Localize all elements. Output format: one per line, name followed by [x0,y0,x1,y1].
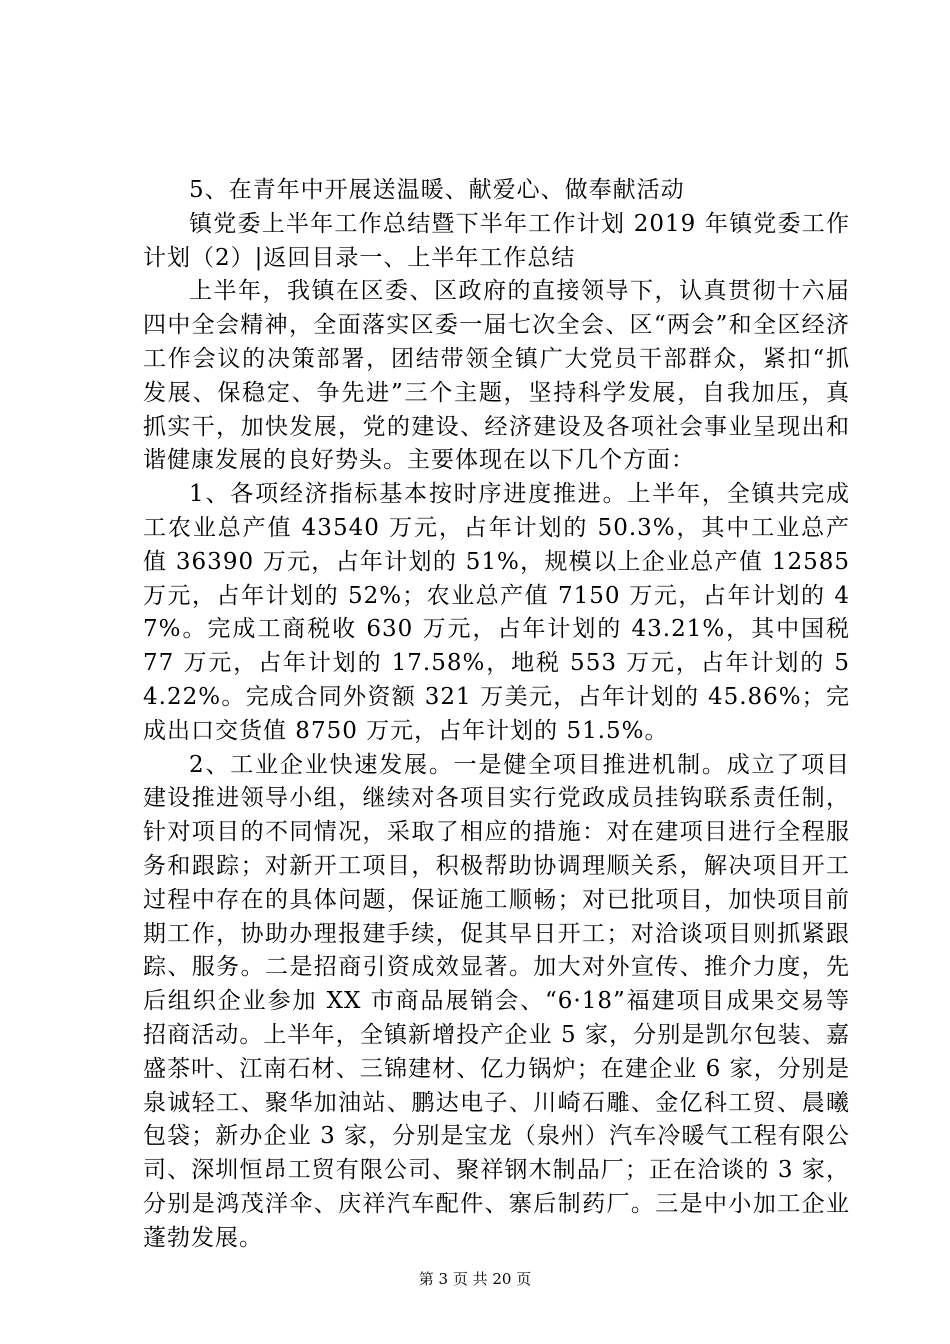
paragraph-activity-item: 5、在青年中开展送温暖、献爱心、做奉献活动 [189,177,685,203]
paragraph-economic-indicators: 1、各项经济指标基本按时序进度推进。上半年，全镇共完成工农业总产值 43540 万元，占年计划的 50.3%，其中工业总产值 36390 万元，占年计划的 51%，规模以上企业总产值 12585 万元，占年计划的 52%；农业总产值 7150 万元，占年计划的 47%。完成工商税收 630 万元，占年计划的 43.21%，其中国税 77 万元，占年计划的 17.58%，地税 553 万元，占年计划的 54.22%。完成合同外资额 321 万美元，占年计划的 45.86%；完成出口交货值 8750 万元，占年计划的 51.5%。 [143,481,850,744]
paragraph-intro: 上半年，我镇在区委、区政府的直接领导下，认真贯彻十六届四中全会精神，全面落实区委一届七次全会、区“两会”和全区经济工作会议的决策部署，团结带领全镇广大党员干部群众，紧扣“抓发展、保稳定、争先进”三个主题，坚持科学发展，自我加压，真抓实干，加快发展，党的建设、经济建设及各项社会事业呈现出和谐健康发展的良好势头。主要体现在以下几个方面： [143,278,850,474]
paragraph-heading: 镇党委上半年工作总结暨下半年工作计划 2019 年镇党委工作计划（2）|返回目录一、上半年工作总结 [143,210,850,271]
paragraph-industry-development: 2、工业企业快速发展。一是健全项目推进机制。成立了项目建设推进领导小组，继续对各项目实行党政成员挂钩联系责任制，针对项目的不同情况，采取了相应的措施：对在建项目进行全程服务和跟踪；对新开工项目，积极帮助协调理顺关系，解决项目开工过程中存在的具体问题，保证施工顺畅；对已批项目，加快项目前期工作，协助办理报建手续，促其早日开工；对洽谈项目则抓紧跟踪、服务。二是招商引资成效显著。加大对外宣传、推介力度，先后组织企业参加 XX 市商品展销会、“6·18”福建项目成果交易等招商活动。上半年，全镇新增投产企业 5 家，分别是凯尔包装、嘉盛茶叶、江南石材、三锦建材、亿力锅炉；在建企业 6 家，分别是泉诚轻工、聚华加油站、鹏达电子、川崎石雕、金亿科工贸、晨曦包袋；新办企业 3 家，分别是宝龙（泉州）汽车冷暖气工程有限公司、深圳恒昂工贸有限公司、聚祥钢木制品厂；正在洽谈的 3 家，分别是鸿茂洋伞、庆祥汽车配件、寨后制药厂。三是中小加工企业蓬勃发展。 [143,751,850,1251]
document-body [143,174,850,1256]
page-footer: 第 3 页 共 20 页 [418,1270,532,1288]
